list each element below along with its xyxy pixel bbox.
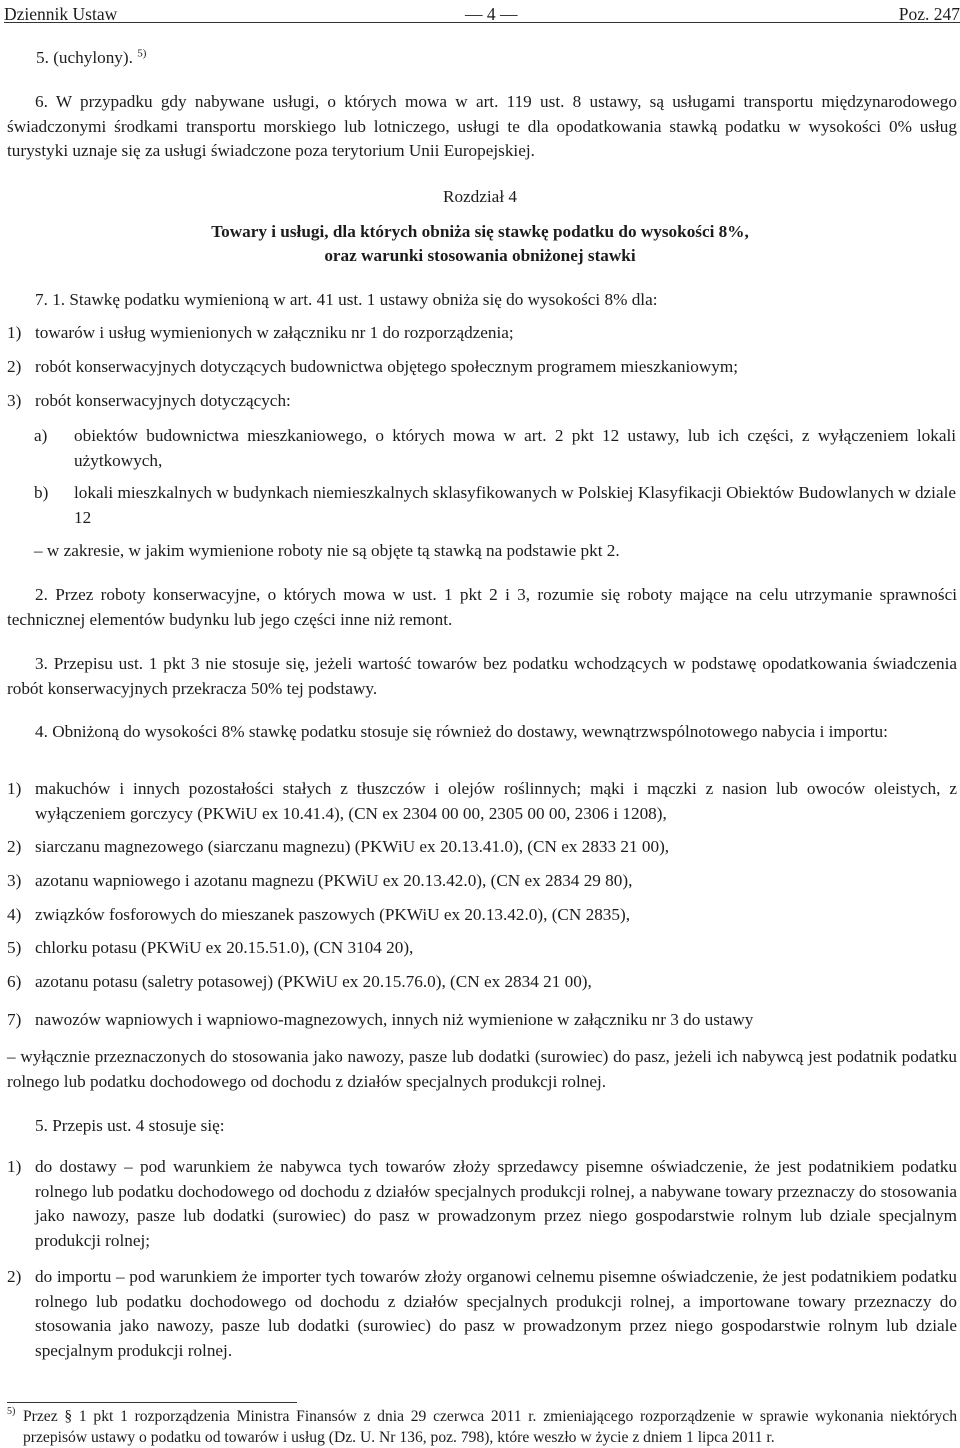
list-item-text: chlorku potasu (PKWiU ex 20.15.51.0), (CN 3104 20), — [35, 938, 414, 957]
list-item-text: nawozów wapniowych i wapniowo-magnezowych, innych niż wymienione w załączniku nr 3 do ustawy — [35, 1010, 754, 1029]
list-item-number: 1) — [7, 779, 22, 798]
journal-title: Dziennik Ustaw — [4, 4, 118, 24]
sub-item-text: lokali mieszkalnych w budynkach niemieszkalnych sklasyfikowanych w Polskiej Klasyfikacji Obiektów Budowlanych w dziale 12 — [74, 483, 956, 527]
paragraph-5-text: 5. (uchylony). — [36, 48, 133, 67]
list-item-number: 2) — [7, 357, 22, 376]
list-item-number: 3) — [7, 391, 22, 410]
list-item-text: siarczanu magnezowego (siarczanu magnezu) (PKWiU ex 20.13.41.0), (CN ex 2833 21 00), — [35, 837, 670, 856]
list-item-number: 3) — [7, 871, 22, 890]
paragraph-ust-4-intro: 4. Obniżoną do wysokości 8% stawkę podatku stosuje się również do dostawy, wewnątrzwspólnotowego nabycia i importu: — [35, 722, 888, 741]
list-item-number: 1) — [7, 1157, 22, 1176]
page-header — [4, 2, 960, 24]
list-item-text: azotanu potasu (saletry potasowej) (PKWiU ex 20.15.76.0), (CN ex 2834 21 00), — [35, 972, 592, 991]
list-item-number: 2) — [7, 1267, 22, 1286]
list-item-text: azotanu wapniowego i azotanu magnezu (PKWiU ex 20.13.42.0), (CN ex 2834 29 80), — [35, 871, 633, 890]
paragraph-ust-4-closing: – wyłącznie przeznaczonych do stosowania jako nawozy, pasze lub dodatki (surowiec) do pasz, jeżeli ich nabywcą jest podatnik podatku rolnego lub podatku dochodowego od dochodu z działów specjalnych produkcji rolnej. — [7, 1047, 957, 1091]
list-item-text: robót konserwacyjnych dotyczących: — [35, 391, 291, 410]
paragraph-6: 6. W przypadku gdy nabywane usługi, o których mowa w art. 119 ust. 8 ustawy, są usługami transportu międzynarodowego świadczonymi środkami transportu morskiego lub lotniczego, usługi te dla opodatkowania stawką podatku w wysokości 0% usług turystyki uznaje się za usługi świadczone poza terytorium Unii Europejskiej. — [7, 92, 957, 160]
list-item-text: towarów i usług wymienionych w załączniku nr 1 do rozporządzenia; — [35, 323, 514, 342]
article-7-intro: 7. 1. Stawkę podatku wymienioną w art. 41 ust. 1 ustawy obniża się do wysokości 8% dla: — [35, 290, 658, 309]
list-item-number: 1) — [7, 323, 22, 342]
footnote-ref: 5) — [137, 47, 147, 60]
list-item-text: do importu – pod warunkiem że importer tych towarów złoży organowi celnemu pisemne oświadczenie, że jest podatnikiem podatku rolnego lub podatku dochodowego od dochodu z działów specjalnych produkcji rolnej, a importowane towary przeznaczy do stosowania jako nawozy, pasze lub dodatki (surowiec) do pasz w prowadzonym przez niego gospodarstwie rolnym lub dziale specjalnym produkcji rolnej. — [35, 1267, 957, 1360]
position-number: Poz. 247 — [898, 4, 960, 24]
paragraph-ust-5-intro: 5. Przepis ust. 4 stosuje się: — [35, 1116, 225, 1135]
list-item-number: 5) — [7, 938, 22, 957]
page-number: — 4 — — [465, 4, 518, 24]
list-item-number: 7) — [7, 1010, 22, 1029]
sub-item-letter: a) — [34, 426, 48, 445]
list-item-text: do dostawy – pod warunkiem że nabywca tych towarów złoży sprzedawcy pisemne oświadczenie, że jest podatnikiem podatku rolnego lub podatku dochodowego od dochodu z działów specjalnych produkcji rolnej, a nabywane towary przeznaczy do stosowania jako nawozy, pasze lub dodatki (surowiec) do pasz w prowadzonym przez niego gospodarstwie rolnym lub dziale specjalnym produkcji rolnej; — [35, 1157, 957, 1250]
article-7-closing: – w zakresie, w jakim wymienione roboty nie są objęte tą stawką na podstawie pkt 2. — [34, 541, 620, 560]
paragraph-ust-3: 3. Przepisu ust. 1 pkt 3 nie stosuje się, jeżeli wartość towarów bez podatku wchodzących w podstawę opodatkowania świadczenia robót konserwacyjnych przekracza 50% tej podstawy. — [7, 654, 957, 698]
list-item-text: związków fosforowych do mieszanek paszowych (PKWiU ex 20.13.42.0), (CN 2835), — [35, 905, 630, 924]
sub-item-letter: b) — [34, 483, 49, 502]
chapter-label: Rozdział 4 — [443, 187, 517, 206]
footnote-number: 5) — [7, 1406, 16, 1417]
footnote-divider — [7, 1402, 297, 1403]
chapter-title-line-1: Towary i usługi, dla których obniża się stawkę podatku do wysokości 8%, — [211, 222, 749, 241]
paragraph-5 — [36, 46, 936, 71]
footnote-text: Przez § 1 pkt 1 rozporządzenia Ministra Finansów z dnia 29 czerwca 2011 r. zmieniającego rozporządzenie w sprawie wykonania niektórych przepisów ustawy o podatku od towarów i usług (Dz. U. Nr 136, poz. 798), które weszło w życie z dniem 1 lipca 2011 r. — [23, 1408, 957, 1446]
list-item-number: 2) — [7, 837, 22, 856]
list-item-text: makuchów i innych pozostałości stałych z tłuszczów i olejów roślinnych; mąki i mączki z nasion lub owoców oleistych, z wyłączeniem gorczycy (PKWiU ex 10.41.4), (CN ex 2304 00 00, 2305 00 00, 2306 i 1208), — [35, 779, 957, 823]
header-divider — [4, 22, 960, 23]
chapter-title-line-2: oraz warunki stosowania obniżonej stawki — [324, 246, 636, 265]
paragraph-ust-2: 2. Przez roboty konserwacyjne, o których mowa w ust. 1 pkt 2 i 3, rozumie się roboty mające na celu utrzymanie sprawności technicznej elementów budynku lub jego części inne niż remont. — [7, 585, 957, 629]
list-item-text: robót konserwacyjnych dotyczących budownictwa objętego społecznym programem mieszkaniowym; — [35, 357, 739, 376]
list-item-number: 4) — [7, 905, 22, 924]
sub-item-text: obiektów budownictwa mieszkaniowego, o których mowa w art. 2 pkt 12 ustawy, lub ich części, z wyłączeniem lokali użytkowych, — [74, 426, 956, 470]
list-item-number: 6) — [7, 972, 22, 991]
